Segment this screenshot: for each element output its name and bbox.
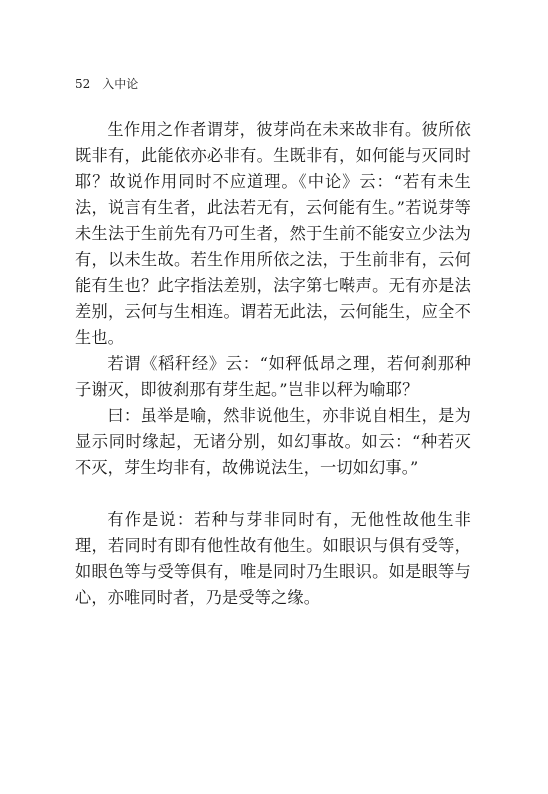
running-head (75, 76, 138, 92)
paragraph-1: 生作用之作者谓芽，彼芽尚在未来故非有。彼所依既非有，此能依亦必非有。生既非有，如何能与灭同时耶？故说作用同时不应道理。《中论》云：“若有未生法，说言有生者，此法若无有，云何能有生。”若说芽等未生法于生前先有乃可生者，然于生前不能安立少法为有，以未生故。若生作用所依之法，于生前非有，云何能有生也？此字指法差别，法字第七啭声。无有亦是法差别，云何与生相连。谓若无此法，云何能生，应全不生也。 (75, 120, 471, 347)
running-title: 入中论 (102, 77, 139, 91)
body-text (75, 117, 471, 611)
paragraph-2: 若谓《稻秆经》云：“如秤低昂之理，若何刹那种子谢灭，即彼刹那有芽生起。”岂非以秤为喻耶？ (75, 354, 471, 399)
paragraph-3: 曰：虽举是喻，然非说他生，亦非说自相生，是为显示同时缘起，无诸分别，如幻事故。如云：“种若灭不灭，芽生均非有，故佛说法生，一切如幻事。” (75, 406, 471, 477)
paragraph-4: 有作是说：若种与芽非同时有，无他性故他生非理，若同时有即有他性故有他生。如眼识与俱有受等，如眼色等与受等俱有，唯是同时乃生眼识。如是眼等与心，亦唯同时者，乃是受等之缘。 (75, 510, 471, 607)
page-number: 52 (75, 77, 91, 91)
